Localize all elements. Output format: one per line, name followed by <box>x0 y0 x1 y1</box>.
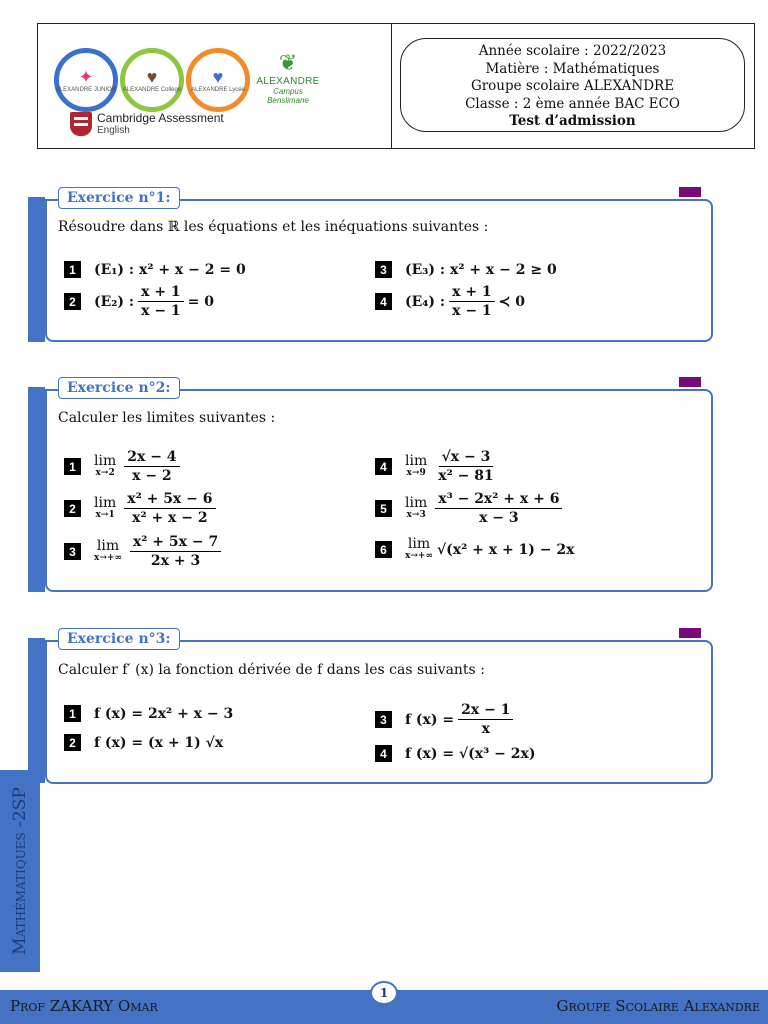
alexandre-lycee-logo: ♥ ALEXANDRE Lycée <box>186 48 250 112</box>
limit-item <box>375 537 575 562</box>
equation-label: (E₂) : <box>94 293 135 310</box>
function-item <box>375 745 535 762</box>
cambridge-logo <box>70 112 224 136</box>
equation-tail: = 0 <box>187 293 215 310</box>
class-level: Classe : 2 ème année BAC ECO <box>465 95 680 112</box>
logo-college-label: ALEXANDRE Collège <box>122 86 182 93</box>
fraction-denominator: x − 1 <box>452 303 492 319</box>
exercise-intro: Calculer les limites suivantes : <box>58 410 276 426</box>
fraction-numerator: 2x − 1 <box>458 702 513 720</box>
question-number: 5 <box>375 500 392 517</box>
exercise-side-bar <box>28 387 45 592</box>
question-number: 2 <box>64 500 81 517</box>
campus-title: ALEXANDRE <box>256 76 320 87</box>
function-definition: f (x) = 2x² + x − 3 <box>94 705 234 722</box>
fraction-denominator: x − 3 <box>479 510 519 526</box>
alexandre-college-logo: ♥ ALEXANDRE Collège <box>120 48 184 112</box>
limit-item <box>64 491 220 526</box>
footer-author: Prof ZAKARY Omar <box>10 997 158 1015</box>
logos-panel <box>38 24 392 148</box>
question-number: 2 <box>64 293 81 310</box>
school-year: Année scolaire : 2022/2023 <box>478 43 667 59</box>
exercise-1 <box>28 187 713 342</box>
question-number: 4 <box>375 458 392 475</box>
exercise-intro: Résoudre dans ℝ les équations et les inéquations suivantes : <box>58 219 489 235</box>
corner-tab <box>679 628 701 638</box>
corner-tab <box>679 377 701 387</box>
school-logos <box>54 48 324 112</box>
cambridge-title: Cambridge Assessment <box>97 111 224 125</box>
side-label: Mathématiques -2SP <box>10 787 30 955</box>
lim-subscript: x→+∞ <box>94 553 122 563</box>
question-number: 4 <box>375 293 392 310</box>
test-title: Test d’admission <box>509 113 636 129</box>
function-definition: f (x) = √(x³ − 2x) <box>405 745 536 762</box>
fraction-numerator: 2x − 4 <box>124 449 179 467</box>
function-definition: f (x) = (x + 1) √x <box>94 734 224 751</box>
question-number: 4 <box>375 745 392 762</box>
equation: x² + x − 2 = 0 <box>138 261 246 278</box>
fraction-numerator: x² + 5x − 6 <box>124 491 215 509</box>
fraction-denominator: x <box>481 721 490 737</box>
question-number: 3 <box>375 711 392 728</box>
cambridge-subtitle: English <box>97 125 130 136</box>
corner-tab <box>679 187 701 197</box>
campus-subtitle: Campus Benslimane <box>267 87 309 105</box>
equation-tail: ≺ 0 <box>498 293 526 310</box>
question-number: 1 <box>64 705 81 722</box>
logo-lycee-label: ALEXANDRE Lycée <box>191 86 245 93</box>
fraction-numerator: √x − 3 <box>439 449 494 467</box>
lim-subscript: x→+∞ <box>405 551 433 561</box>
function-item <box>64 705 233 722</box>
question-item <box>64 284 214 319</box>
leaf-icon: ❦ <box>278 50 298 75</box>
question-number: 2 <box>64 734 81 751</box>
fraction-numerator: x³ − 2x² + x + 6 <box>435 491 562 509</box>
question-item <box>64 261 246 278</box>
question-item <box>375 261 557 278</box>
lim-subscript: x→2 <box>95 468 115 478</box>
question-number: 3 <box>64 543 81 560</box>
lim-operator: lim <box>94 495 117 511</box>
fraction-denominator: 2x + 3 <box>150 553 201 569</box>
exercise-side-bar <box>28 197 45 342</box>
lim-operator: lim <box>405 453 428 469</box>
subject: Matière : Mathématiques <box>485 60 660 77</box>
info-panel <box>392 24 754 148</box>
exercise-title: Exercice n°1: <box>58 187 180 209</box>
info-box <box>400 38 745 132</box>
school-group: Groupe scolaire ALEXANDRE <box>470 78 675 94</box>
function-item <box>64 734 223 751</box>
limit-item <box>375 491 566 526</box>
fraction-denominator: x − 2 <box>132 468 172 484</box>
lim-subscript: x→9 <box>406 468 426 478</box>
document-header <box>37 23 755 149</box>
exercise-3 <box>28 628 713 784</box>
fraction-numerator: x² + 5x − 7 <box>130 534 221 552</box>
alexandre-junior-logo: ✦ ALEXANDRE JUNIOR <box>54 48 118 112</box>
question-number: 3 <box>375 261 392 278</box>
exercise-title: Exercice n°3: <box>58 628 180 650</box>
lim-subscript: x→3 <box>406 510 426 520</box>
exercise-intro: Calculer f′ (x) la fonction dérivée de f dans les cas suivants : <box>58 662 485 678</box>
limit-item <box>375 449 501 484</box>
fraction-denominator: x² + x − 2 <box>132 510 208 526</box>
fraction-denominator: x² − 81 <box>438 468 494 484</box>
exercise-side-bar <box>28 638 45 783</box>
inequation: x² + x − 2 ≥ 0 <box>449 261 557 278</box>
function-item <box>375 702 517 737</box>
lim-operator: lim <box>407 536 431 552</box>
question-number: 6 <box>375 541 392 558</box>
lim-subscript: x→1 <box>95 510 115 520</box>
footer-school: Groupe Scolaire Alexandre <box>556 997 760 1015</box>
question-number: 1 <box>64 261 81 278</box>
fraction-denominator: x − 1 <box>141 303 181 319</box>
fraction-numerator: x + 1 <box>449 284 495 302</box>
limit-expression: √(x² + x + 1) − 2x <box>436 541 575 558</box>
lim-operator: lim <box>405 495 428 511</box>
logo-junior-label: ALEXANDRE JUNIOR <box>55 86 117 93</box>
shield-icon <box>70 112 92 136</box>
lim-operator: lim <box>94 453 117 469</box>
function-label: f (x) = <box>405 711 455 728</box>
exercise-2 <box>28 377 713 592</box>
question-item <box>375 284 525 319</box>
fraction-numerator: x + 1 <box>138 284 184 302</box>
equation-label: (E₁) : <box>94 261 135 278</box>
exercise-title: Exercice n°2: <box>58 377 180 399</box>
question-number: 1 <box>64 458 81 475</box>
equation-label: (E₃) : <box>405 261 446 278</box>
alexandre-campus-logo <box>252 50 324 110</box>
lim-operator: lim <box>96 538 120 554</box>
limit-item <box>64 449 184 484</box>
page-number: 1 <box>370 981 398 1005</box>
limit-item <box>64 534 225 569</box>
equation-label: (E₄) : <box>405 293 446 310</box>
